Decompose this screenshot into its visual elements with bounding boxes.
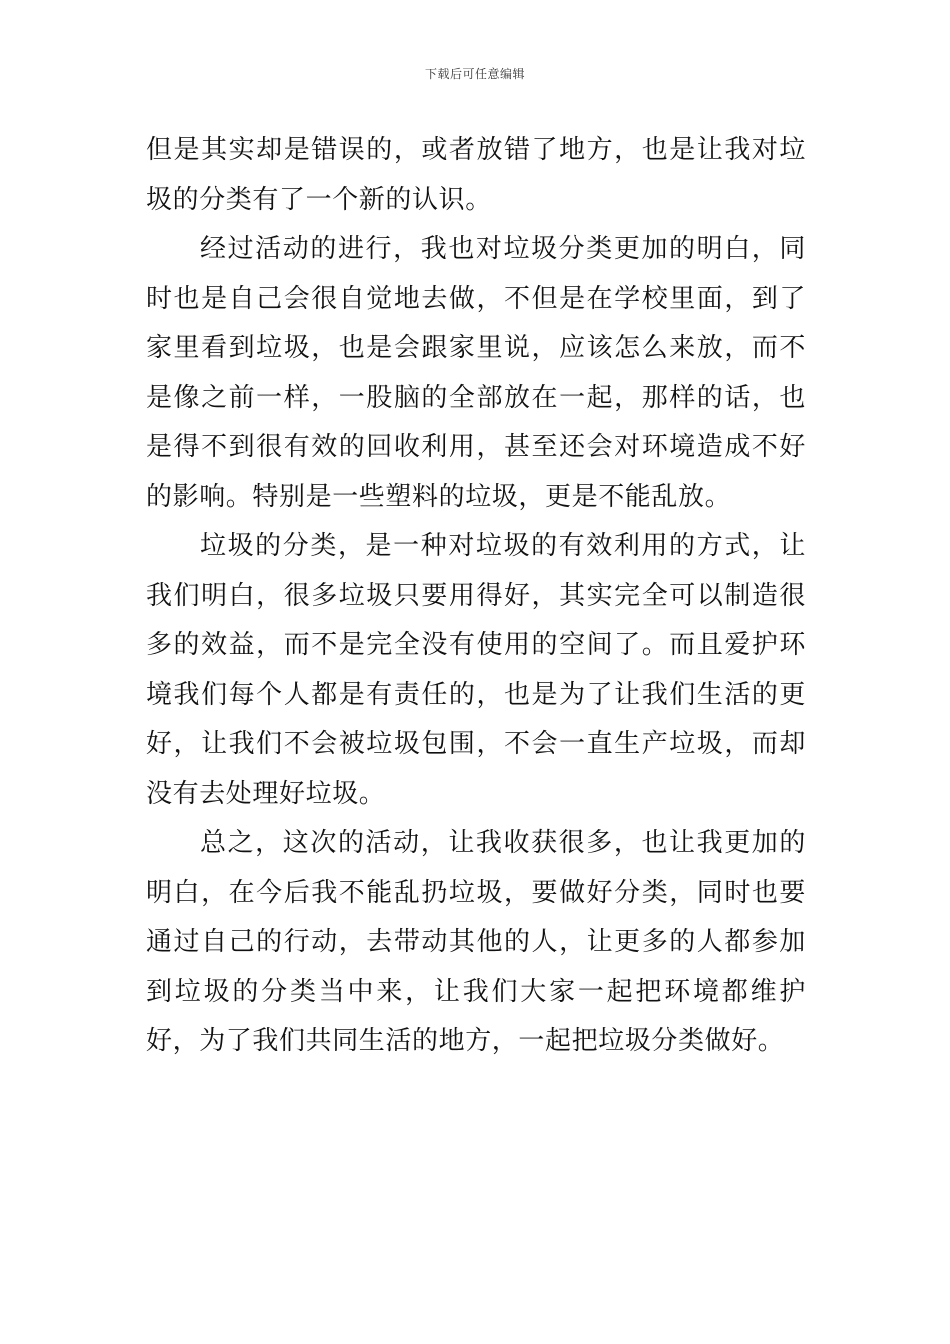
header-note: 下载后可任意编辑 xyxy=(424,67,525,81)
document-body xyxy=(146,126,806,1067)
paragraph-activity-understanding: 经过活动的进行，我也对垃圾分类更加的明白，同时也是自己会很自觉地去做，不但是在学校里面，到了家里看到垃圾，也是会跟家里说，应该怎么来放，而不是像之前一样，一股脑的全部放在一起，那样的话，也是得不到很有效的回收利用，甚至还会对环境造成不好的影响。特别是一些塑料的垃圾，更是不能乱放。 xyxy=(146,234,806,512)
paragraph-continuation: 但是其实却是错误的，或者放错了地方，也是让我对垃圾的分类有了一个新的认识。 xyxy=(146,135,806,215)
paragraph-conclusion: 总之，这次的活动，让我收获很多，也让我更加的明白，在今后我不能乱扔垃圾，要做好分类，同时也要通过自己的行动，去带动其他的人，让更多的人都参加到垃圾的分类当中来，让我们大家一起把环境都维护好，为了我们共同生活的地方，一起把垃圾分类做好。 xyxy=(146,828,806,1056)
paragraph-classification-benefit: 垃圾的分类，是一种对垃圾的有效利用的方式，让我们明白，很多垃圾只要用得好，其实完全可以制造很多的效益，而不是完全没有使用的空间了。而且爱护环境我们每个人都是有责任的，也是为了让我们生活的更好，让我们不会被垃圾包围，不会一直生产垃圾，而却没有去处理好垃圾。 xyxy=(146,531,806,809)
